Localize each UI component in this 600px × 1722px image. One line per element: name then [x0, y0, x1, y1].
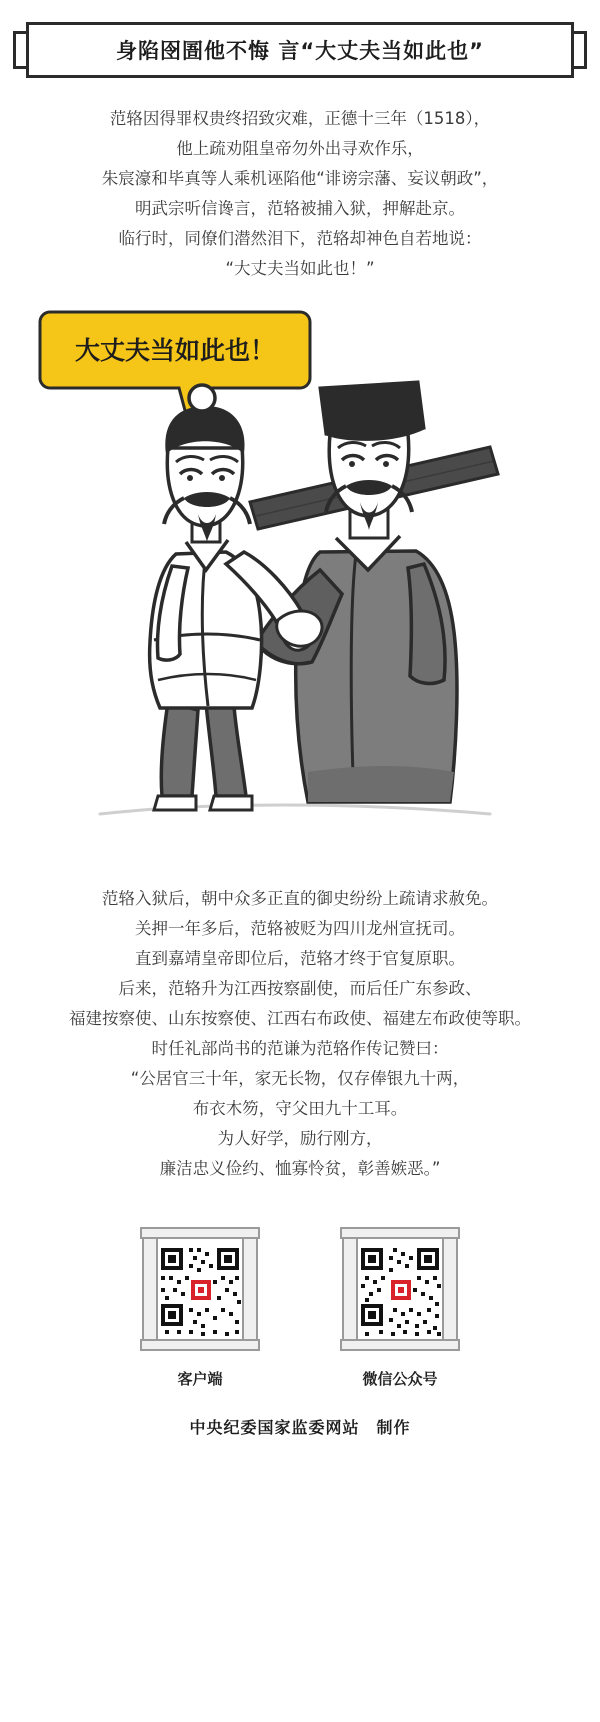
intro-line: “大丈夫当如此也！”: [225, 259, 375, 278]
after-line: 福建按察使、山东按察使、江西右布政使、福建左布政使等职。: [69, 1009, 531, 1028]
after-line: 廉洁忠义俭约、恤寡怜贫，彰善嫉恶。”: [159, 1159, 441, 1178]
intro-paragraph: [28, 104, 572, 284]
figure-friend: [150, 385, 313, 810]
intro-line: 朱宸濠和毕真等人乘机诬陷他“诽谤宗藩、妄议朝政”，: [101, 169, 499, 188]
qr-section: [0, 1224, 600, 1389]
title-banner: [26, 22, 574, 78]
page-title: 身陷囹圄他不悔 言“大丈夫当如此也”: [116, 39, 484, 63]
intro-line: 范辂因得罪权贵终招致灾难，正德十三年（1518），: [109, 109, 491, 128]
intro-line: 临行时，同僚们潜然泪下，范辂却神色自若地说：: [118, 229, 482, 248]
poster-page: [0, 22, 600, 1722]
title-banner-wrap: [18, 22, 582, 78]
credit-line: 中央纪委国家监委网站 制作: [189, 1418, 411, 1437]
after-line: 布衣木笏，守父田九十工耳。: [192, 1099, 408, 1118]
qr-block-app: [135, 1224, 265, 1389]
after-line: 范辂入狱后，朝中众多正直的御史纷纷上疏请求赦免。: [102, 889, 498, 908]
intro-line: 他上疏劝阻皇帝勿外出寻欢作乐，: [176, 139, 424, 158]
after-line: 时任礼部尚书的范谦为范辂作传记赞曰：: [151, 1039, 449, 1058]
qr-code-app[interactable]: [135, 1224, 265, 1354]
after-line: 为人好学，励行刚方，: [217, 1129, 383, 1148]
qr-block-wechat: [335, 1224, 465, 1389]
hair-bun: [189, 385, 215, 411]
after-paragraph: [28, 884, 572, 1184]
qr-caption-wechat: 微信公众号: [362, 1370, 438, 1388]
qr-code-wechat[interactable]: [335, 1224, 465, 1354]
after-line: “公居官三十年，家无长物，仅存俸银九十两，: [130, 1069, 470, 1088]
after-line: 后来，范辂升为江西按察副使，而后任广东参政、: [118, 979, 482, 998]
speech-bubble-text: 大丈夫当如此也！: [74, 336, 276, 365]
intro-line: 明武宗听信谗言，范辂被捕入狱，押解赴京。: [135, 199, 465, 218]
qr-caption-app: 客户端: [177, 1370, 223, 1388]
illustration: [20, 302, 580, 862]
after-line: 关押一年多后，范辂被贬为四川龙州宣抚司。: [135, 919, 465, 938]
after-line: 直到嘉靖皇帝即位后，范辂才终于官复原职。: [135, 949, 465, 968]
clasped-hands: [277, 611, 322, 646]
speech-bubble: [40, 312, 310, 418]
